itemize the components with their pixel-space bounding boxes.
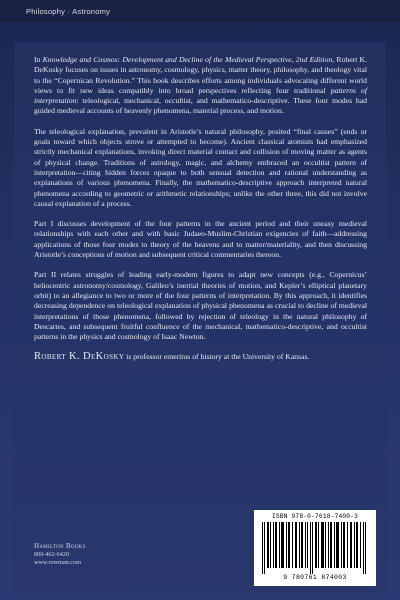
publisher-block [34,542,86,568]
category-label: Philosophy · Astronomy [26,7,111,16]
isbn-label: ISBN 978-0-7618-7400-3 [271,513,359,520]
isbn-barcode-box [254,510,376,586]
paragraph-part-one: Part I discusses development of the four patterns in the ancient period and their uneasy medieval relationships with each other and with basic Judaeo-Muslim-Christian exigencies of faith—addressing applications of those four modes to theory of the heavens and to matter/materiality, and then discussing Aristotle’s conceptions of motion and subsequent critical commentaries thereon. [34,219,367,260]
barcode-icon [260,522,370,574]
author-bio-text: is professor emeritus of history at the University of Kansas. [124,352,310,362]
description-text [34,55,367,373]
publisher-name: Hamilton Books [34,542,86,550]
author-name: Robert K. DeKosky [34,351,125,363]
ean-digits: 9 780761 874003 [283,574,347,581]
paragraph-part-two: Part II relates struggles of leading early-modern figures to adapt new concepts (e.g., Copernicus’ heliocentric astronomy/cosmology, Galileo’s inertial theories of motion, and Kepler’s elliptical planetary orbit) to an allegiance to two or more of the four patterns of interpretation. By this approach, it identifies decreasing dependence on teleological explanation of physical phenomena as crucial to decline of medieval interpretations of those phenomena, followed by rejection of teleology in the natural philosophy of Descartes, and subsequent fruitful confluence of the mechanical, mathematico-descriptive, and occultist patterns in the physics and cosmology of Isaac Newton. [34,270,367,342]
patterns-phrase: patterns of interpretation [34,85,368,106]
paragraph-teleological: The teleological explanation, prevalent in Aristotle’s natural philosophy, posited “final causes” (ends or goals toward which objects strove or attempted to become). Ancient classical atomists had emphasized strictly mechanical explanations, invoking direct material contact and collision of moving matter as agents of physical change. Traditions of astrology, magic, and alchemy embraced an occultist pattern of interpretation—citing hidden forces opaque to both sensual detection and rational understanding as explanations of various phenomena. Finally, the mathematico-descriptive approach interpreted natural phenomena according to geometric or arithmetic relationships; unlike the other three, this did not involve causal explanation of a process. [34,126,367,208]
publisher-url: www.rowman.com [34,559,82,567]
publisher-phone: 800-462-6420 [34,550,70,558]
intro-lead: In [34,55,43,64]
author-bio [34,352,367,362]
category-strip [0,0,400,22]
intro-end: : teleological, mechanical, occultist, and mathematico-descriptive. These four modes had guided medieval accounts of heavenly phenomena, material process, and motion. [34,96,367,116]
book-title: Knowledge and Cosmos: Development and Decline of the Medieval Perspective, 2nd Edition [42,55,333,64]
intro-body: , Robert K. DeKosky focuses on issues in astronomy, cosmology, physics, matter theory, philosophy, and theology vital to the “Copernican Revolution.” This book describes efforts among individuals advocating different world views to fit new ideas compatibly into broad perspectives reflecting four traditional [34,55,368,95]
paragraph-intro [34,55,367,117]
